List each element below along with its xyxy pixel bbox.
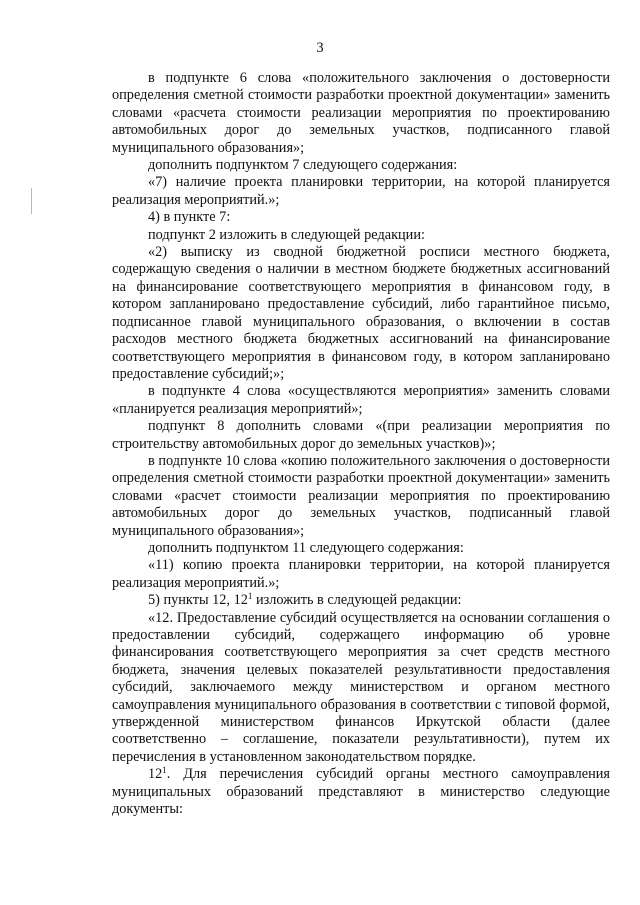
document-body: [112, 70, 610, 818]
paragraph: 4) в пункте 7:: [148, 209, 231, 226]
item12-1-text: . Для перечисления субсидий органы местного самоуправления муниципальных образований представляют в министерство следующие документы:: [112, 766, 610, 818]
paragraph: «12. Предоставление субсидий осуществляется на основании соглашения о предоставлении субсидий, содержащего информацию об уровне финансирования соответствующего мероприятия за счет средств местного бюджета, значения целевых показателей результативности предоставления субсидий, заключаемого между министерством и органом местного самоуправления муниципального образования в соответствии с типовой формой, утвержденной министерством финансов Иркутской области (далее соответственно – соглашение, показатели результативности), путем их перечисления в установленном законодательством порядке.: [112, 609, 610, 765]
paragraph: в подпункте 10 слова «копию положительного заключения о достоверности определения сметной стоимости разработки проектной документации» заменить словами «расчет стоимости реализации мероприятия по проектированию автомобильных дорог до земельных участков, подписанный главой муниципального образования»;: [112, 452, 610, 539]
paragraph: дополнить подпунктом 7 следующего содержания:: [148, 157, 458, 174]
superscript: 1: [247, 591, 253, 602]
paragraph: в подпункте 4 слова «осуществляются мероприятия» заменить словами «планируется реализация мероприятий»;: [112, 383, 610, 417]
paragraph: подпункт 2 изложить в следующей редакции:: [148, 226, 425, 243]
paragraph: «11) копию проекта планировки территории, на которой планируется реализация мероприятий.»;: [112, 557, 610, 591]
page-number: 3: [316, 40, 324, 56]
paragraph: в подпункте 6 слова «положительного заключения о достоверности определения сметной стоимости разработки проектной документации» заменить словами «расчета стоимости реализации мероприятия по проектированию автомобильных дорог до земельных участков, подписанного главой муниципального образования»;: [112, 70, 610, 156]
margin-mark: [31, 188, 32, 214]
paragraph: подпункт 8 дополнить словами «(при реализации мероприятия по строительству автомобильных дорог до земельных участков)»;: [112, 418, 610, 452]
item5-text: 5) пункты 12, 12: [148, 592, 248, 609]
paragraph: дополнить подпунктом 11 следующего содержания:: [148, 539, 464, 556]
item12-1-number: 12: [148, 766, 163, 783]
paragraph: «2) выписку из сводной бюджетной росписи местного бюджета, содержащую сведения о наличии в местном бюджете бюджетных ассигнований на финансирование соответствующего мероприятия в финансовом году, в котором запланировано предоставление субсидий, либо гарантийное письмо, подписанное главой муниципального образования, о включении в состав расходов местного бюджета бюджетных ассигнований на финансирование соответствующего мероприятия в финансовом году, в котором запланировано предоставление субсидий;»;: [112, 244, 610, 382]
paragraph-item-5: [112, 592, 610, 609]
paragraph: «7) наличие проекта планировки территории, на которой планируется реализация мероприятий.»;: [112, 174, 610, 208]
superscript: 1: [162, 765, 167, 776]
paragraph-item-12-1: [112, 766, 610, 818]
item5-text-rest: изложить в следующей редакции:: [252, 592, 462, 609]
